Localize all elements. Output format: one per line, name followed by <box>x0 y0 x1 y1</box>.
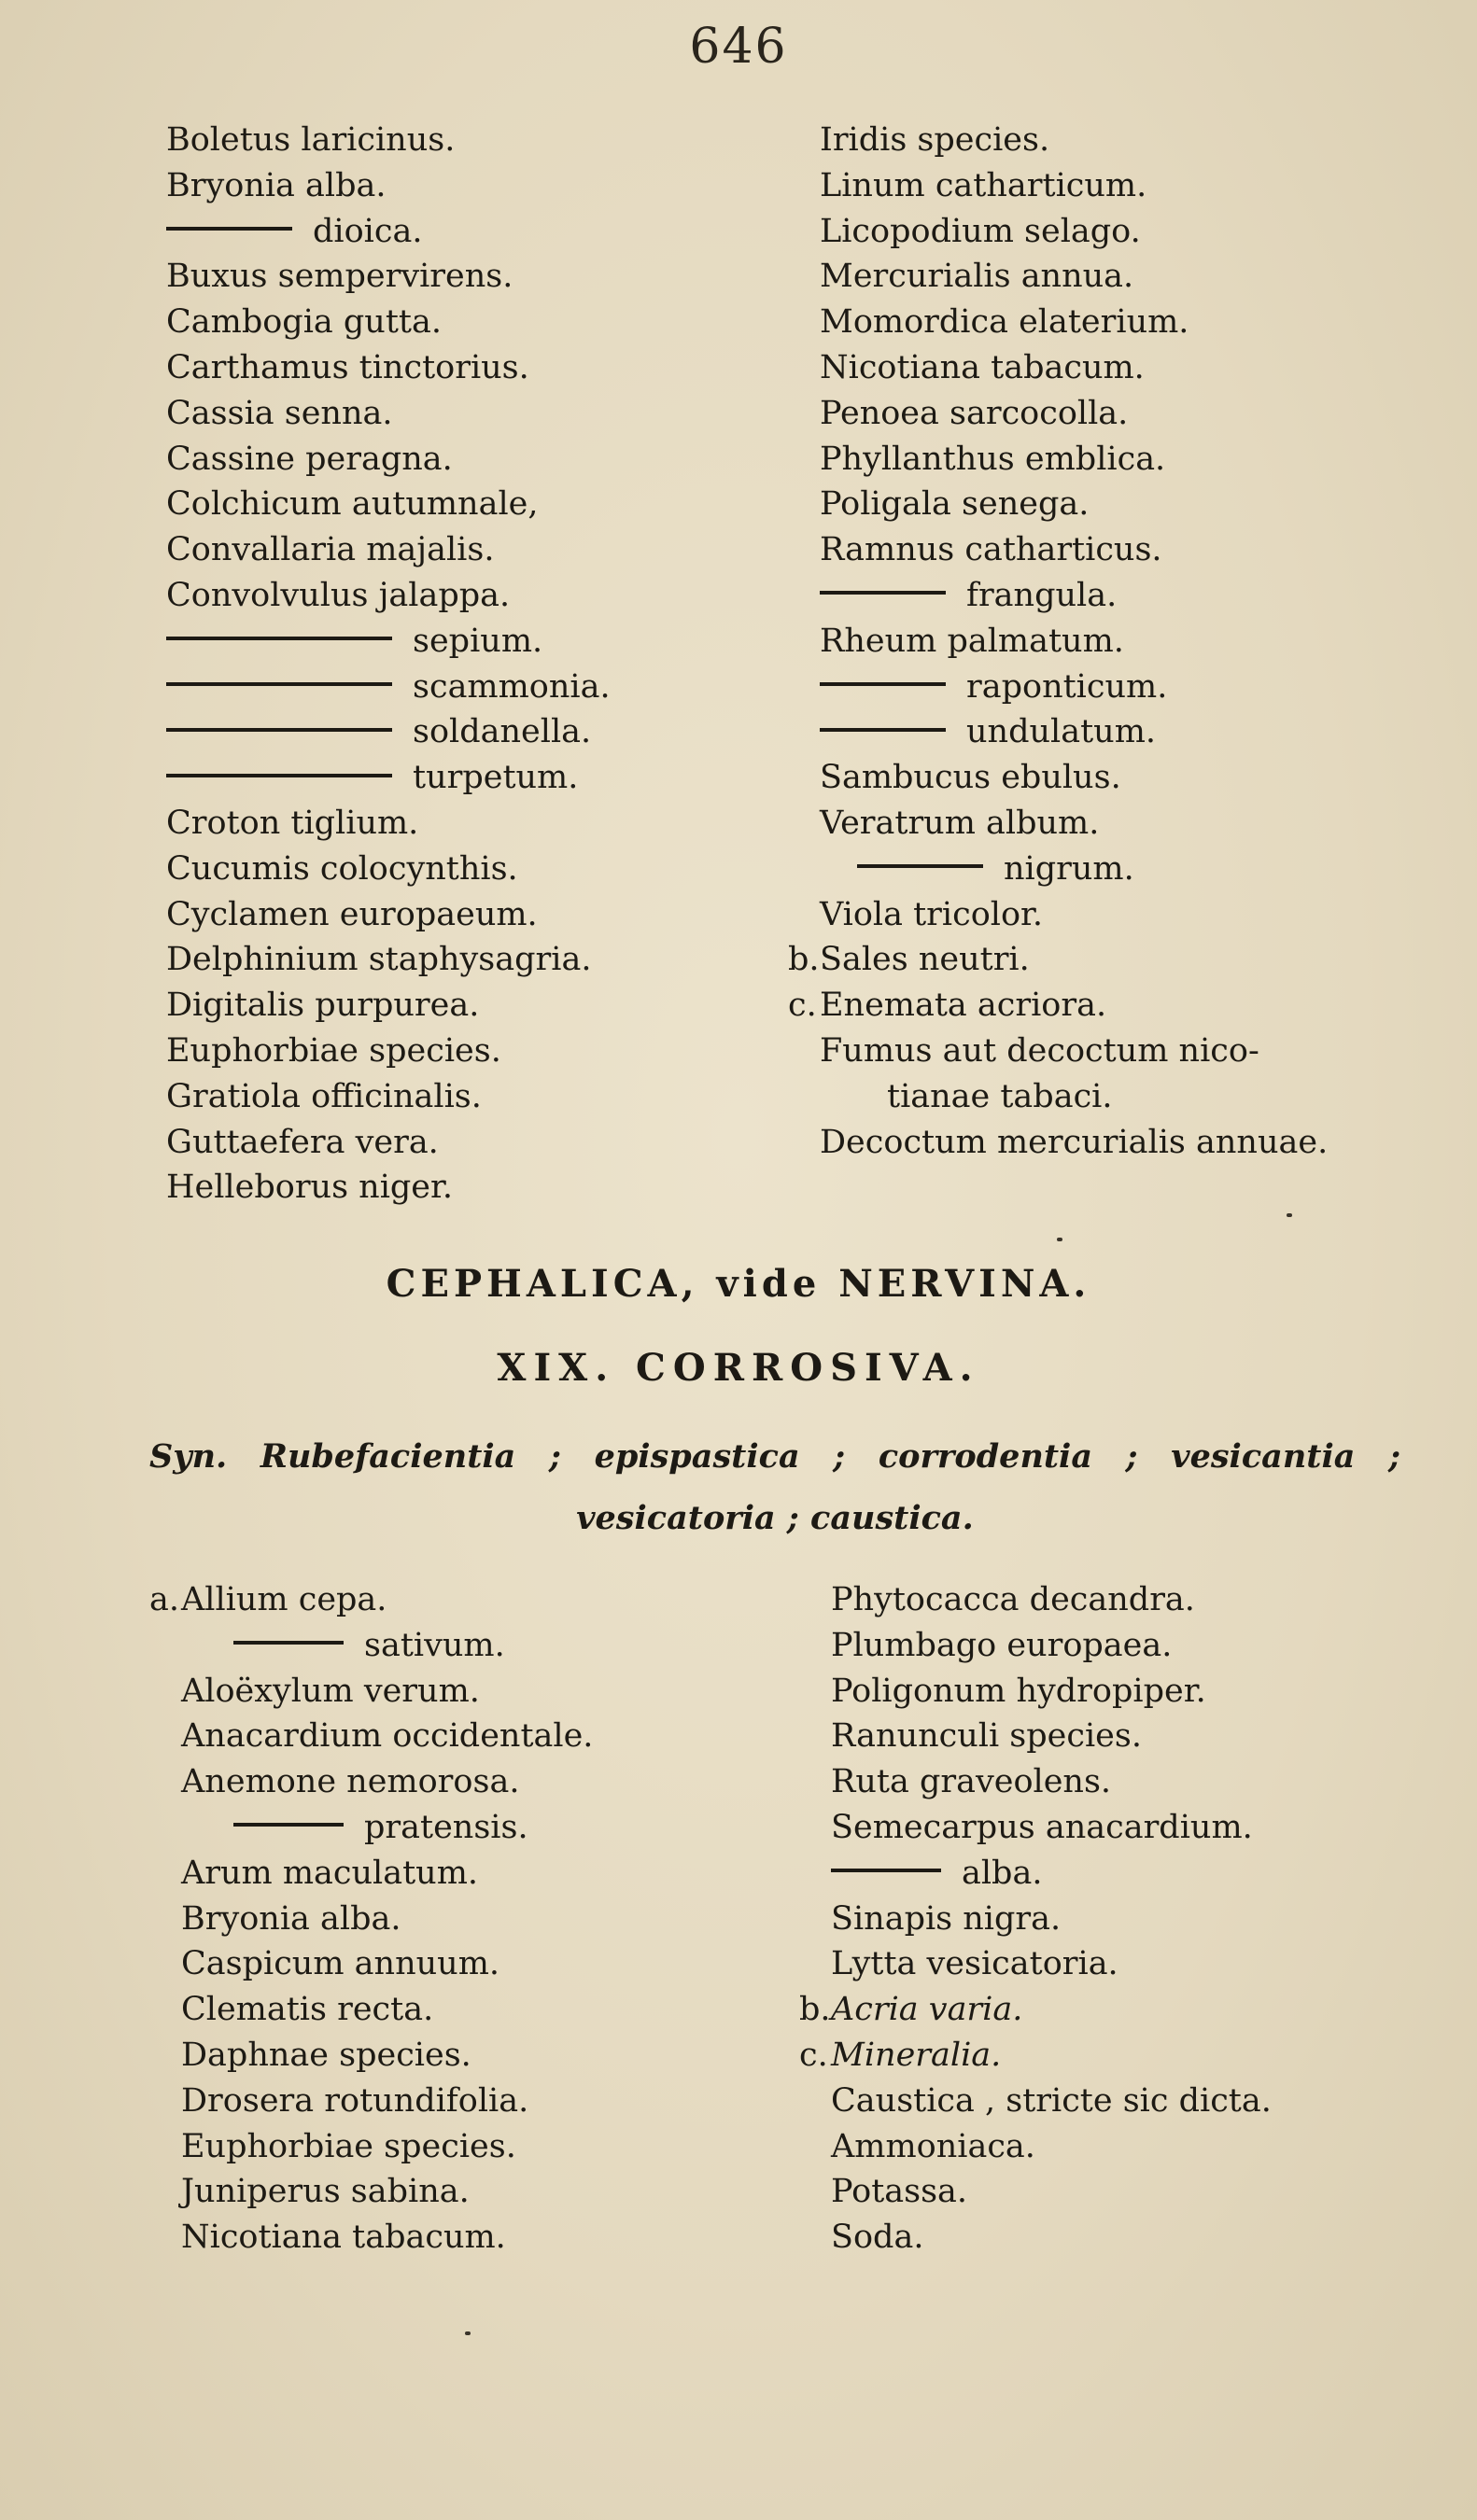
entry-text: scammonia. <box>413 667 611 706</box>
entry-line <box>831 1669 1272 1715</box>
enumeration-label: c. <box>799 2036 828 2074</box>
entry-line <box>788 983 1328 1029</box>
entry-text: Carthamus tinctorius. <box>166 348 529 386</box>
entry-text: Bryonia alba. <box>181 1899 401 1938</box>
entry-line <box>831 1897 1272 1942</box>
entry-text: Sinapis nigra. <box>831 1899 1062 1938</box>
ditto-dash <box>233 1641 344 1645</box>
entry-text: Convallaria majalis. <box>166 531 495 569</box>
entry-text: Semecarpus anacardium. <box>831 1808 1253 1846</box>
entry-text: Rheum palmatum. <box>820 622 1124 660</box>
entry-line <box>166 755 611 801</box>
entry-text: Daphnae species. <box>181 2036 471 2074</box>
entry-line <box>820 801 1328 847</box>
enumeration-label: b. <box>799 1991 831 2029</box>
entry-text: Juniperus sabina. <box>181 2173 470 2211</box>
entry-line <box>831 1851 1272 1897</box>
entry-line <box>820 254 1328 300</box>
entry-text: tianae tabaci. <box>887 1077 1113 1115</box>
entry-line <box>820 527 1328 573</box>
entry-line <box>166 437 611 483</box>
entry-text: Soda. <box>831 2219 924 2257</box>
entry-text: raponticum. <box>966 667 1168 706</box>
entry-line <box>181 1987 593 2033</box>
entry-text: Viola tricolor. <box>820 895 1044 933</box>
entry-text: Guttaefera vera. <box>166 1123 439 1161</box>
entry-text: Decoctum mercurialis annuae. <box>820 1123 1329 1161</box>
entry-text: Allium cepa. <box>181 1581 387 1618</box>
entry-line <box>831 1577 1272 1623</box>
entry-line <box>166 847 611 892</box>
entry-line <box>831 1759 1272 1805</box>
entry-line <box>181 2124 593 2170</box>
paper-speck <box>465 2331 471 2335</box>
entry-text: Colchicum autumnale, <box>166 485 539 524</box>
entry-line <box>149 1577 593 1623</box>
entry-line <box>820 1029 1328 1074</box>
entry-text: Delphinium staphysagria. <box>166 941 592 979</box>
entry-text: Cassine peragna. <box>166 440 453 478</box>
heading-cephalica: CEPHALICA, vide NERVINA. <box>386 1262 1091 1306</box>
entry-text: Cassia senna. <box>166 394 393 432</box>
entry-text: sativum. <box>364 1626 505 1664</box>
entry-text: Aloëxylum verum. <box>181 1672 480 1710</box>
entry-text: Iridis species. <box>820 121 1050 159</box>
entry-line <box>820 709 1328 755</box>
entry-text: Cambogia gutta. <box>166 303 442 342</box>
entry-line <box>181 2169 593 2215</box>
entry-line <box>166 892 611 938</box>
entry-line <box>799 1987 1272 2033</box>
entry-line <box>166 937 611 983</box>
entry-line <box>820 482 1328 527</box>
entry-text: dioica. <box>313 212 423 250</box>
entry-line <box>181 1623 593 1669</box>
entry-line <box>820 665 1328 710</box>
entry-text: Anemone nemorosa. <box>181 1763 520 1801</box>
entry-text: Veratrum album. <box>820 804 1100 842</box>
entry-text: Plumbago europaea. <box>831 1626 1173 1664</box>
entry-line <box>166 801 611 847</box>
page-number: 646 <box>689 19 788 75</box>
entry-text: Sales neutri. <box>820 941 1030 979</box>
synonyms-line-2: vesicatoria ; caustica. <box>576 1499 974 1537</box>
entry-text: Potassa. <box>831 2173 968 2211</box>
ditto-dash <box>820 682 946 686</box>
entry-text: pratensis. <box>364 1808 528 1846</box>
entry-text: soldanella. <box>413 713 592 751</box>
entry-text: Linum catharticum. <box>820 166 1147 204</box>
enumeration-label: c. <box>788 987 817 1025</box>
entry-text: Buxus sempervirens. <box>166 258 513 296</box>
entry-text: Bryonia alba. <box>166 166 387 204</box>
entry-text: Convolvulus jalappa. <box>166 576 511 614</box>
entry-line <box>831 1805 1272 1851</box>
entry-text: Mercurialis annua. <box>820 258 1134 296</box>
entry-text: Digitalis purpurea. <box>166 987 480 1025</box>
ditto-dash <box>166 637 392 640</box>
enumeration-label: b. <box>788 941 820 979</box>
entry-line <box>181 1759 593 1805</box>
entry-text: Nicotiana tabacum. <box>181 2219 506 2257</box>
entry-line <box>166 209 611 255</box>
entry-line <box>820 619 1328 665</box>
entry-line <box>820 847 1328 892</box>
entry-text: Poligonum hydropiper. <box>831 1672 1206 1710</box>
entry-text: Licopodium selago. <box>820 212 1141 250</box>
entry-line <box>181 2033 593 2079</box>
entry-text: Ammoniaca. <box>831 2127 1035 2165</box>
entry-line <box>831 2215 1272 2261</box>
entry-text: Ranunculi species. <box>831 1717 1142 1756</box>
entry-text: Sambucus ebulus. <box>820 759 1121 797</box>
entry-line <box>166 163 611 209</box>
paper-speck <box>1057 1238 1062 1241</box>
synonyms-line-1: Syn. Rubefacientia ; epispastica ; corrodentia ; vesicantia ; <box>149 1437 1400 1476</box>
entry-line <box>820 1120 1328 1166</box>
entry-line <box>820 892 1328 938</box>
entry-line <box>166 118 611 163</box>
entry-line <box>166 1029 611 1074</box>
entry-text: Boletus laricinus. <box>166 121 456 159</box>
entry-text: Penoea sarcocolla. <box>820 394 1129 432</box>
entry-text: Euphorbiae species. <box>181 2127 516 2165</box>
entry-line <box>831 1941 1272 1987</box>
entry-line <box>166 300 611 345</box>
ditto-dash <box>166 774 392 777</box>
entry-line <box>166 665 611 710</box>
entry-text: Drosera rotundifolia. <box>181 2081 529 2120</box>
entry-text: alba. <box>962 1854 1043 1892</box>
heading-corrosiva: XIX. CORROSIVA. <box>497 1346 980 1390</box>
entry-line <box>166 482 611 527</box>
entry-text: Anacardium occidentale. <box>181 1717 594 1756</box>
ditto-dash <box>831 1869 941 1872</box>
entry-line <box>166 983 611 1029</box>
entry-line <box>166 709 611 755</box>
entry-text: Ramnus catharticus. <box>820 531 1162 569</box>
entry-text: Phytocacca decandra. <box>831 1581 1195 1618</box>
paper-speck <box>1287 1213 1292 1217</box>
entry-line <box>181 1851 593 1897</box>
entry-line <box>166 391 611 437</box>
entry-line <box>820 437 1328 483</box>
entry-line <box>181 2215 593 2261</box>
lower-left-column <box>149 1577 594 2261</box>
entry-text: frangula. <box>966 576 1118 614</box>
entry-line <box>831 1623 1272 1669</box>
entry-text: Mineralia. <box>831 2036 1002 2074</box>
entry-text: Lytta vesicatoria. <box>831 1945 1118 1983</box>
entry-line <box>820 209 1328 255</box>
entry-text: Caustica , stricte sic dicta. <box>831 2081 1272 2120</box>
entry-line <box>820 391 1328 437</box>
enumeration-label: a. <box>149 1581 179 1618</box>
entry-text: Gratiola officinalis. <box>166 1077 482 1115</box>
entry-line <box>788 937 1328 983</box>
lower-right-column <box>799 1577 1272 2261</box>
entry-line <box>181 1714 593 1759</box>
entry-line <box>831 1714 1272 1759</box>
entry-text: Fumus aut decoctum nico- <box>820 1031 1259 1070</box>
entry-line <box>181 1805 593 1851</box>
entry-text: Croton tiglium. <box>166 804 419 842</box>
ditto-dash <box>233 1823 344 1827</box>
synonyms <box>149 1426 1400 1549</box>
entry-line <box>166 1165 611 1211</box>
entry-line <box>181 1897 593 1942</box>
entry-line <box>181 2079 593 2124</box>
entry-text: Clematis recta. <box>181 1991 434 2029</box>
entry-text: Helleborus niger. <box>166 1169 454 1207</box>
entry-text: Cucumis colocynthis. <box>166 849 518 888</box>
entry-text: Nicotiana tabacum. <box>820 348 1145 386</box>
ditto-dash <box>166 682 392 686</box>
entry-line <box>166 1120 611 1166</box>
ditto-dash <box>820 591 946 595</box>
entry-text: Ruta graveolens. <box>831 1763 1112 1801</box>
entry-text: Enemata acriora. <box>820 987 1107 1025</box>
entry-line <box>831 2169 1272 2215</box>
upper-left-column <box>166 118 611 1211</box>
entry-line <box>820 118 1328 163</box>
entry-line <box>820 345 1328 391</box>
entry-line <box>831 2079 1272 2124</box>
entry-line <box>166 619 611 665</box>
entry-line <box>166 573 611 619</box>
entry-text: Phyllanthus emblica. <box>820 440 1166 478</box>
entry-text: sepium. <box>413 622 543 660</box>
entry-line <box>820 1074 1328 1120</box>
ditto-dash <box>166 728 392 732</box>
entry-line <box>181 1941 593 1987</box>
upper-right-column <box>788 118 1329 1165</box>
entry-text: turpetum. <box>413 759 579 797</box>
entry-line <box>831 2124 1272 2170</box>
entry-line <box>166 1074 611 1120</box>
entry-text: undulatum. <box>966 713 1157 751</box>
entry-line <box>166 345 611 391</box>
entry-text: Poligala senega. <box>820 485 1090 524</box>
entry-line <box>820 755 1328 801</box>
entry-line <box>820 300 1328 345</box>
ditto-dash <box>166 227 292 231</box>
entry-line <box>820 163 1328 209</box>
entry-text: Cyclamen europaeum. <box>166 895 538 933</box>
entry-text: Caspicum annuum. <box>181 1945 500 1983</box>
entry-text: Momordica elaterium. <box>820 303 1189 342</box>
entry-text: Acria varia. <box>831 1991 1023 2029</box>
ditto-dash <box>857 864 983 868</box>
entry-text: Euphorbiae species. <box>166 1031 501 1070</box>
entry-line <box>181 1669 593 1715</box>
entry-line <box>166 254 611 300</box>
entry-line <box>166 527 611 573</box>
entry-line <box>820 573 1328 619</box>
entry-line <box>799 2033 1272 2079</box>
ditto-dash <box>820 728 946 732</box>
entry-text: nigrum. <box>1004 849 1134 888</box>
entry-text: Arum maculatum. <box>181 1854 479 1892</box>
